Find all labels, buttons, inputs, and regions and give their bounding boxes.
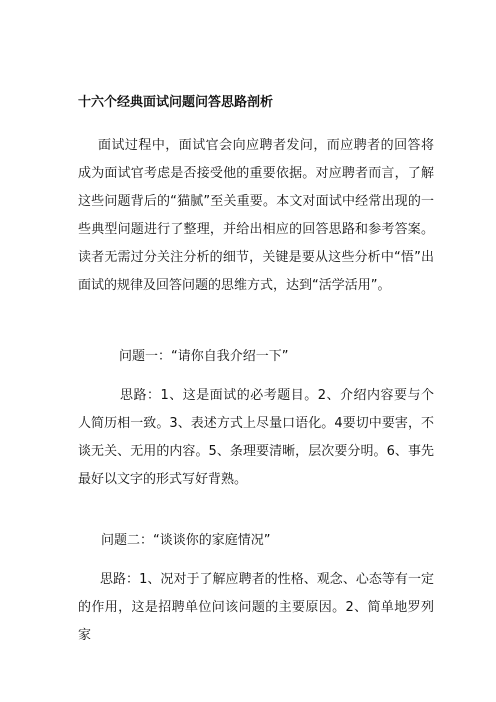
question-one-heading: 问题一：“请你自我介绍一下” <box>119 349 289 364</box>
answer-two-paragraph: 思路：1、况对于了解应聘者的性格、观念、心态等有一定的作用，这是招聘单位问该问题的主要原因。2、简单地罗列家 <box>78 572 434 643</box>
question-two-heading: 问题二：“谈谈你的家庭情况” <box>101 533 271 548</box>
intro-paragraph: 面试过程中，面试官会向应聘者发问，而应聘者的回答将成为面试官考虑是否接受他的重要依据。对应聘者而言，了解这些问题背后的“猫腻”至关重要。本文对面试中经常出现的一些典型问题进行了整理，并给出相应的回答思路和参考答案。读者无需过分关注分析的细节，关键是要从这些分析中“悟”出面试的规律及回答问题的思维方式，达到“活学活用”。 <box>78 138 434 293</box>
answer-one-paragraph: 思路：1、这是面试的必考题目。2、介绍内容要与个人简历相一致。3、表述方式上尽量口语化。4要切中要害，不谈无关、无用的内容。5、条理要清晰，层次要分明。6、事先最好以文字的形式写好背熟。 <box>78 388 434 487</box>
document-title: 十六个经典面试问题问答思路剖析 <box>78 95 274 110</box>
